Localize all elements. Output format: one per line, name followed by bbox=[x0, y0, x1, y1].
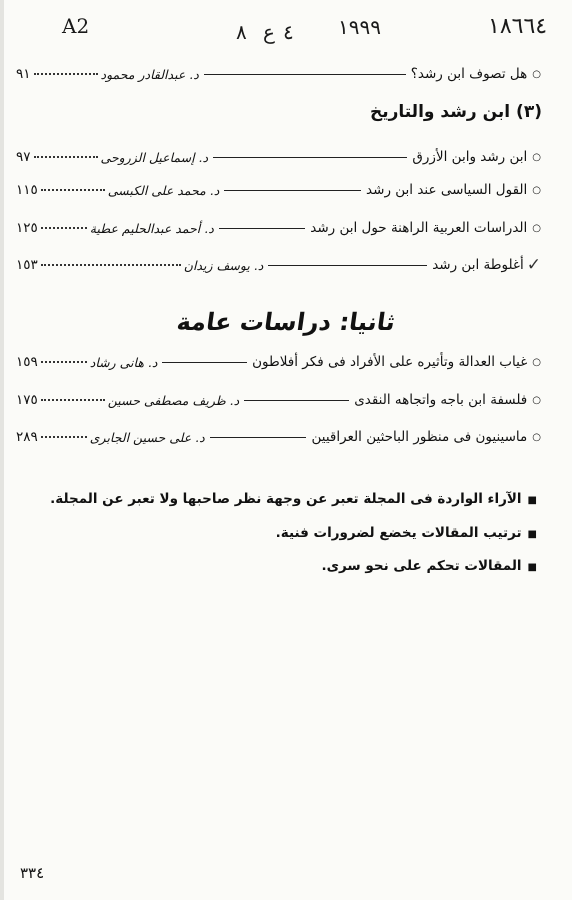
dot-leader bbox=[34, 73, 98, 75]
leader-line bbox=[224, 190, 361, 191]
handwritten-accession-number: ١٨٦٦٤ bbox=[488, 14, 548, 39]
entry-title: ابن رشد وابن الأزرق bbox=[412, 149, 528, 165]
entry-title: أغلوطة ابن رشد bbox=[432, 257, 524, 273]
toc-entry bbox=[16, 253, 541, 277]
toc-entry bbox=[16, 62, 541, 86]
entry-page: ١٥٣ bbox=[16, 257, 38, 273]
toc-entry bbox=[16, 145, 541, 169]
circle-bullet-icon: ○ bbox=[532, 356, 541, 368]
scan-edge bbox=[0, 0, 4, 900]
toc-entry bbox=[16, 178, 541, 202]
editorial-note bbox=[50, 491, 537, 507]
toc-entry bbox=[16, 350, 541, 374]
entry-page: ١٥٩ bbox=[16, 354, 38, 370]
note-text: ترتيب المقالات يخضع لضرورات فنية. bbox=[275, 525, 522, 541]
entry-title: هل تصوف ابن رشد؟ bbox=[410, 66, 528, 82]
circle-bullet-icon: ○ bbox=[532, 222, 541, 234]
dot-leader bbox=[41, 189, 105, 191]
square-bullet-icon: ■ bbox=[527, 495, 537, 506]
heading-text: ثانيا: دراسات عامة bbox=[175, 308, 397, 336]
entry-title: الدراسات العربية الراهنة حول ابن رشد bbox=[310, 220, 528, 236]
entry-title: فلسفة ابن باجه واتجاهه النقدى bbox=[354, 392, 528, 408]
general-studies-heading bbox=[0, 308, 572, 336]
note-text: الآراء الواردة فى المجلة تعبر عن وجهة نظر صاحبها ولا تعبر عن المجلة. bbox=[50, 491, 522, 507]
dot-leader bbox=[41, 264, 181, 266]
leader-line bbox=[268, 265, 427, 266]
leader-line bbox=[213, 157, 407, 158]
entry-page: ٩٧ bbox=[16, 149, 31, 165]
dot-leader bbox=[41, 399, 105, 401]
entry-page: ٩١ bbox=[16, 66, 31, 82]
dot-leader bbox=[41, 227, 87, 229]
entry-author: د. هانى رشاد bbox=[89, 354, 158, 370]
circle-bullet-icon: ○ bbox=[532, 394, 541, 406]
dot-leader bbox=[34, 156, 98, 158]
dot-leader bbox=[41, 436, 87, 438]
entry-author: د. إسماعيل الزروحى bbox=[100, 149, 209, 165]
entry-page: ٢٨٩ bbox=[16, 429, 38, 445]
entry-author: د. عبدالقادر محمود bbox=[100, 66, 199, 82]
entry-author: د. على حسين الجابرى bbox=[89, 429, 205, 445]
handwritten-check-icon: ✓ bbox=[526, 255, 541, 275]
toc-entry bbox=[16, 388, 541, 412]
leader-line bbox=[162, 362, 247, 363]
handwritten-note-center-2: ع bbox=[263, 20, 275, 44]
circle-bullet-icon: ○ bbox=[532, 151, 541, 163]
section-heading: (٣) ابن رشد والتاريخ bbox=[369, 102, 542, 122]
handwritten-note-center-3: ٤ bbox=[283, 20, 294, 44]
circle-bullet-icon: ○ bbox=[532, 184, 541, 196]
leader-line bbox=[204, 74, 406, 75]
note-text: المقالات تحكم على نحو سرى. bbox=[321, 558, 522, 574]
editorial-note bbox=[322, 558, 537, 574]
entry-page: ١٢٥ bbox=[16, 220, 38, 236]
entry-author: د. أحمد عبدالحليم عطية bbox=[89, 220, 214, 236]
handwritten-note-center-1: ٨ bbox=[236, 20, 247, 44]
circle-bullet-icon: ○ bbox=[532, 431, 541, 443]
entry-title: القول السياسى عند ابن رشد bbox=[366, 182, 528, 198]
entry-title: غياب العدالة وتأثيره على الأفراد فى فكر أفلاطون bbox=[252, 354, 528, 370]
entry-page: ١١٥ bbox=[16, 182, 38, 198]
entry-author: د. محمد على الكبسى bbox=[107, 182, 220, 198]
leader-line bbox=[244, 400, 349, 401]
entry-author: د. ظريف مصطفى حسين bbox=[107, 392, 240, 408]
square-bullet-icon: ■ bbox=[527, 562, 537, 573]
entry-author: د. يوسف زيدان bbox=[183, 257, 264, 273]
toc-entry bbox=[16, 425, 541, 449]
handwritten-note-left: A2 bbox=[62, 14, 90, 38]
handwritten-year: ١٩٩٩ bbox=[338, 15, 381, 39]
page-number: ٣٣٤ bbox=[20, 864, 45, 882]
editorial-note bbox=[276, 525, 537, 541]
toc-entry bbox=[16, 216, 541, 240]
entry-page: ١٧٥ bbox=[16, 392, 38, 408]
entry-title: ماسينيون فى منظور الباحثين العراقيين bbox=[311, 429, 528, 445]
dot-leader bbox=[41, 361, 87, 363]
leader-line bbox=[210, 437, 307, 438]
square-bullet-icon: ■ bbox=[527, 529, 537, 540]
leader-line bbox=[219, 228, 305, 229]
circle-bullet-icon: ○ bbox=[532, 68, 541, 80]
